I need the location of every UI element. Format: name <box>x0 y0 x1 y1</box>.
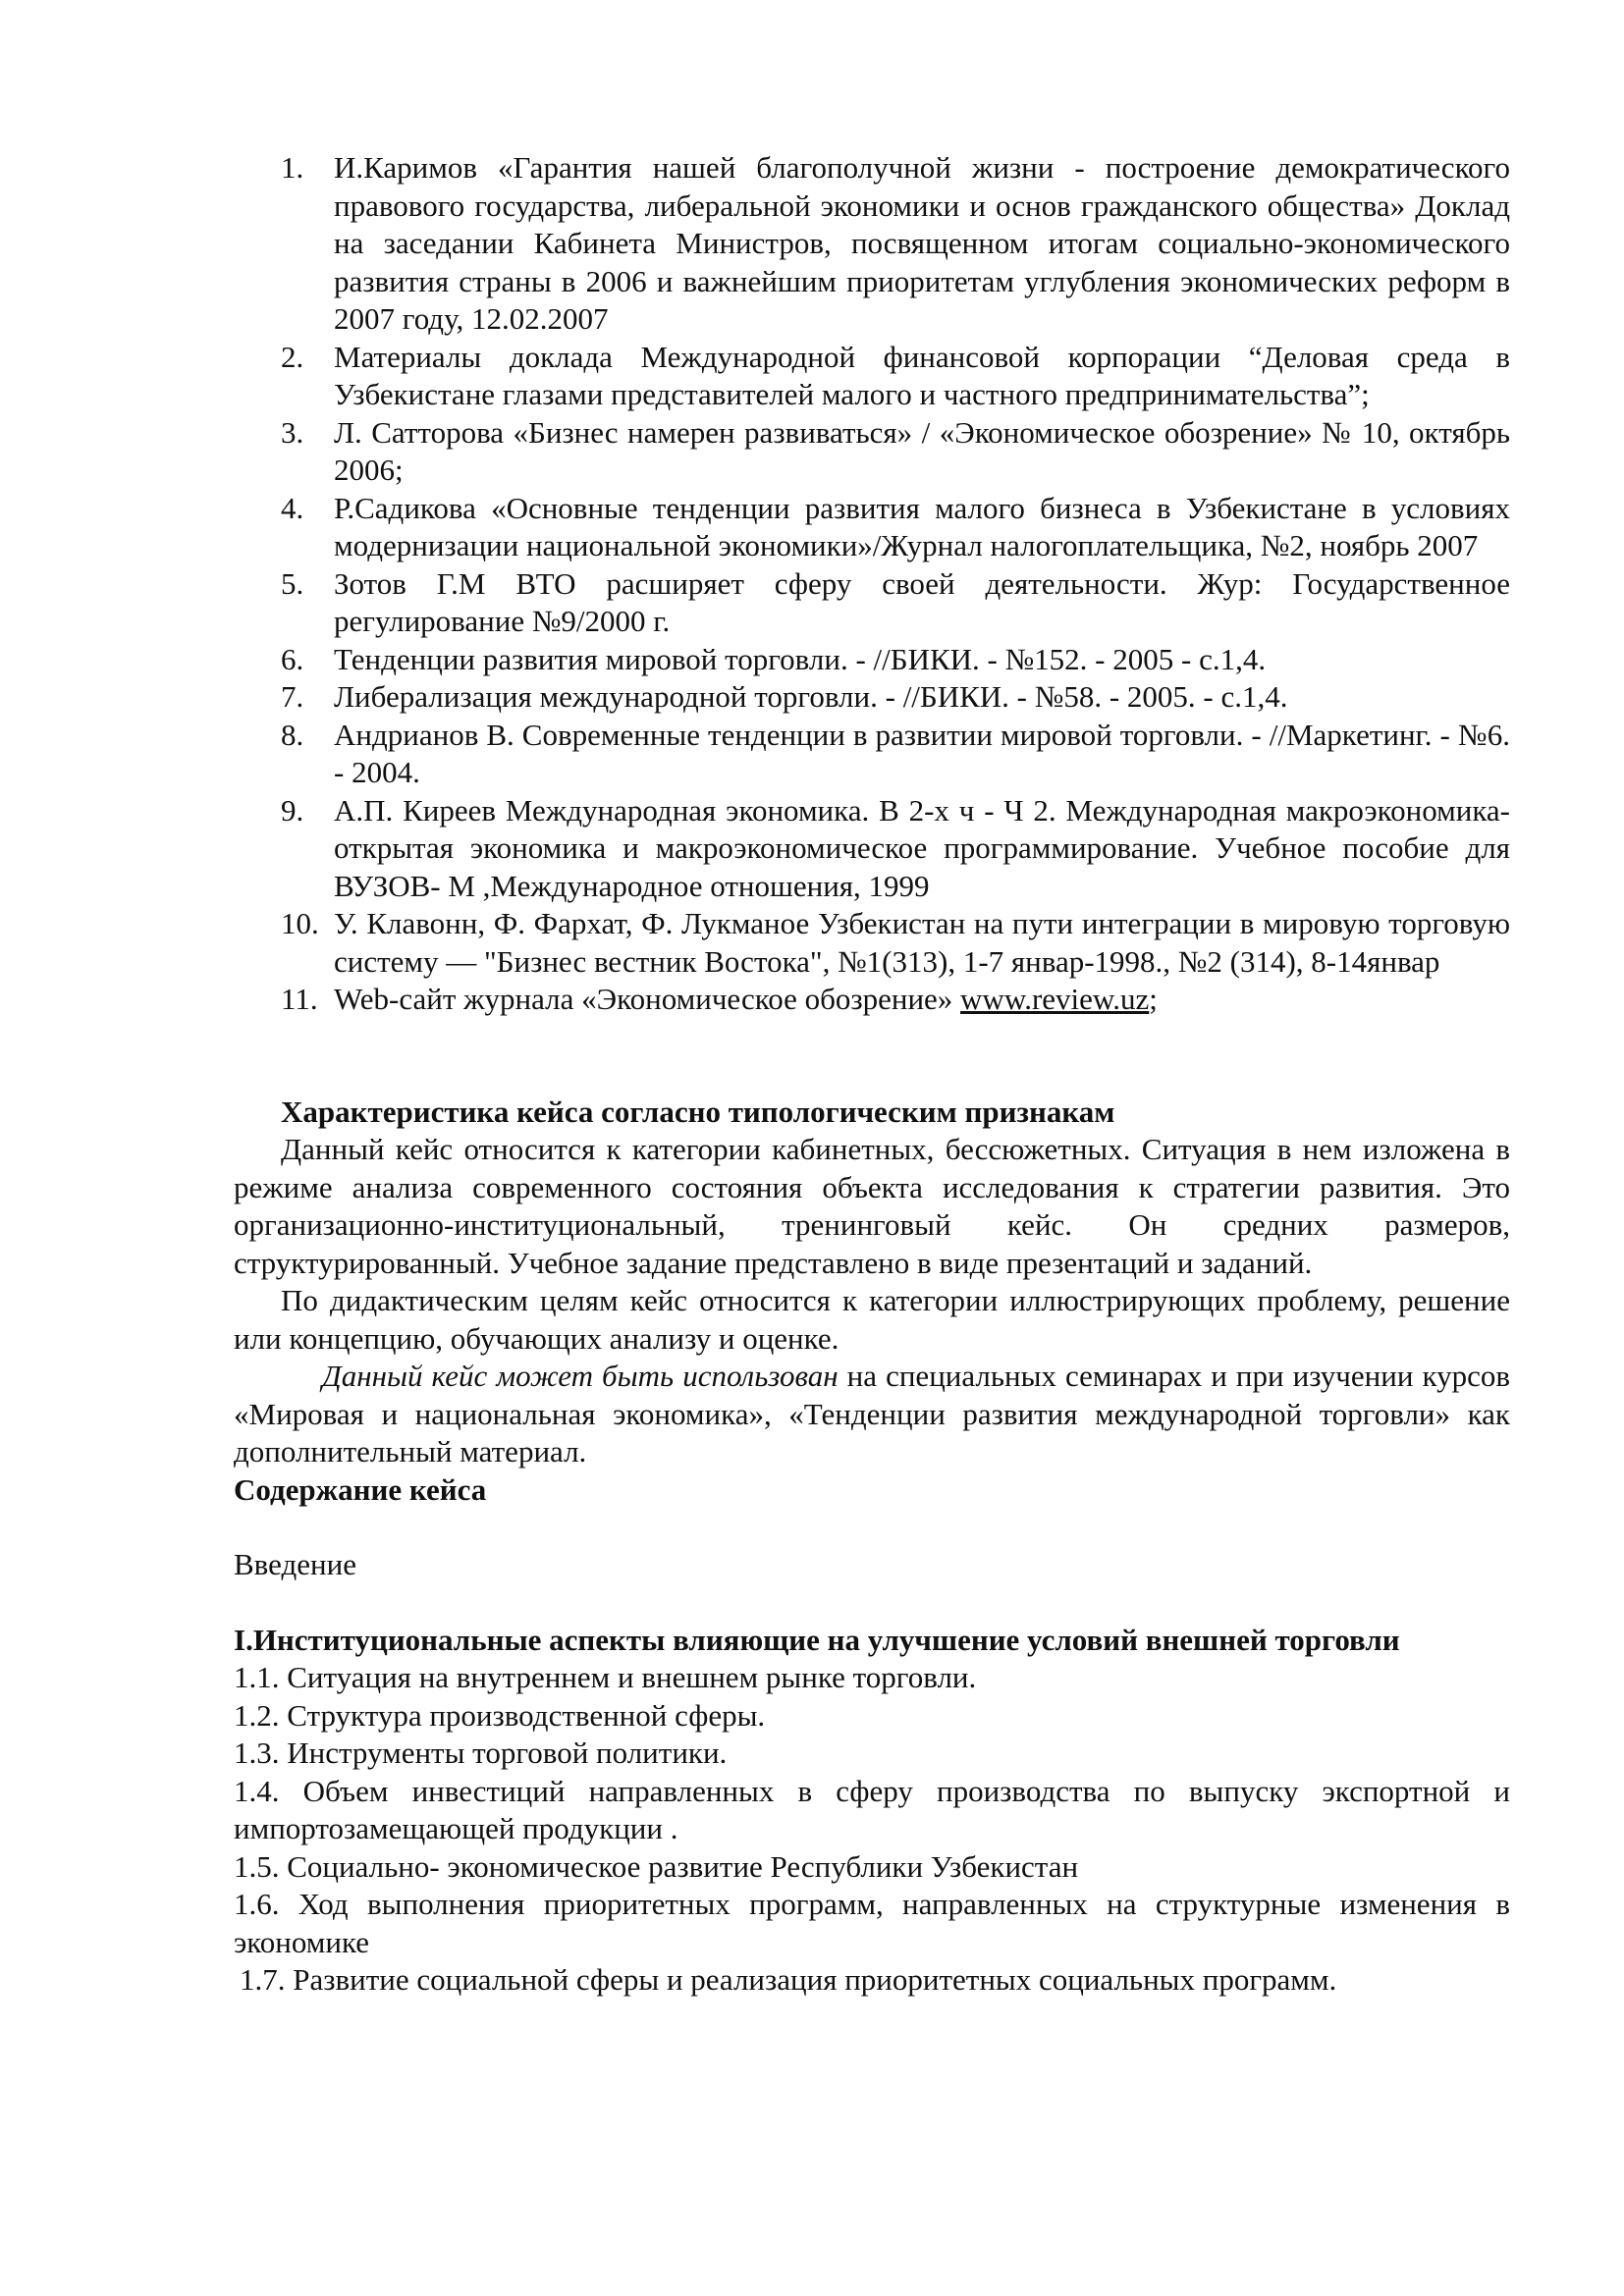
reference-number: 2. <box>281 339 304 374</box>
reference-text: Андрианов В. Современные тенденции в развитии мировой торговли. - //Маркетинг. - №6. - 2004. <box>334 717 1510 789</box>
reference-item <box>234 792 1510 906</box>
characteristic-paragraph-2: По дидактическим целям кейс относится к категории иллюстрирующих проблему, решение или концепцию, обучающих анализу и оценке. <box>234 1283 1510 1356</box>
characteristic-paragraph-1: Данный кейс относится к категории кабинетных, бессюжетных. Ситуация в нем изложена в режиме анализа современного состояния объекта исследования к стратегии развития. Это организационно-институциональный, тренинговый кейс. Он средних размеров, структурированный. Учебное задание представлено в виде презентаций и заданий. <box>234 1132 1510 1280</box>
spacer <box>234 1584 1510 1622</box>
contents-section-1-title: I.Институциональные аспекты влияющие на улучшение условий внешней торговли <box>234 1622 1400 1657</box>
contents-item: 1.4. Объем инвестиций направленных в сферу производства по выпуску экспортной и импортозамещающей продукции . <box>234 1773 1510 1845</box>
reference-number: 4. <box>281 490 304 525</box>
reference-item <box>234 905 1510 981</box>
contents-intro: Введение <box>234 1547 356 1581</box>
reference-text: Web-сайт журнала «Экономическое обозрение» <box>334 982 961 1016</box>
reference-item <box>234 149 1510 339</box>
reference-item <box>234 981 1510 1019</box>
usage-italic-phrase: Данный кейс может быть использован <box>322 1359 839 1393</box>
reference-number: 9. <box>281 792 304 828</box>
reference-text: У. Клавонн, Ф. Фархат, Ф. Лукманое Узбекистан на пути интеграции в мировую торговую систему — "Бизнес вестник Востока", №1(313), 1-7 январ-1998., №2 (314), 8-14январ <box>334 906 1510 979</box>
reference-number: 3. <box>281 414 304 450</box>
contents-item: 1.3. Инструменты торговой политики. <box>234 1735 728 1770</box>
reference-text: Зотов Г.М ВТО расширяет сферу своей деятельности. Жур: Государственное регулирование №9/2000 г. <box>334 565 1510 638</box>
contents-item: 1.1. Ситуация на внутреннем и внешнем рынке торговли. <box>234 1660 977 1694</box>
characteristic-heading: Характеристика кейса согласно типологическим признакам <box>281 1094 1115 1129</box>
reference-number: 10. <box>281 906 319 940</box>
usage-rest-text: на специальных семинарах и при изучении курсов «Мировая и национальная экономика», «Тенденции развития международной торговли» как дополнительный материал. <box>234 1359 1511 1468</box>
reference-text: Тенденции развития мировой торговли. - //БИКИ. - №152. - 2005 - с.1,4. <box>334 641 1267 676</box>
reference-text: Либерализация международной торговли. - //БИКИ. - №58. - 2005. - с.1,4. <box>334 679 1288 714</box>
contents-item: 1.5. Социально- экономическое развитие Республики Узбекистан <box>234 1848 1079 1884</box>
reference-item <box>234 414 1510 490</box>
reference-text: И.Каримов «Гарантия нашей благополучной жизни - построение демократического правового государства, либеральной экономики и основ гражданского общества» Доклад на заседании Кабинета Министров, посвященном итогам социально-экономического развития страны в 2006 и важнейшим приоритетам углубления экономических реформ в 2007 году, 12.02.2007 <box>334 150 1510 336</box>
reference-number: 5. <box>281 565 304 601</box>
reference-item <box>234 641 1510 679</box>
contents-item: 1.6. Ход выполнения приоритетных программ, направленных на структурные изменения в экономике <box>234 1887 1510 1959</box>
reference-number: 7. <box>281 679 304 714</box>
reference-text: Л. Сатторова «Бизнес намерен развиваться» / «Экономическое обозрение» № 10, октябрь 2006; <box>334 414 1510 487</box>
reference-number: 6. <box>281 641 304 676</box>
spacer <box>234 1509 1510 1546</box>
reference-number: 11. <box>281 982 318 1016</box>
reference-list <box>234 149 1510 1019</box>
reference-number: 8. <box>281 717 304 752</box>
contents-item: 1.2. Структура производственной сферы. <box>234 1697 766 1733</box>
contents-heading: Содержание кейса <box>234 1471 487 1507</box>
reference-item <box>234 717 1510 792</box>
reference-item <box>234 678 1510 717</box>
reference-tail: ; <box>1149 982 1158 1016</box>
characteristic-paragraph-3 <box>234 1358 1510 1471</box>
reference-text: Р.Садикова «Основные тенденции развития малого бизнеса в Узбекистане в условиях модернизации национальной экономики»/Журнал налогоплательщика, №2, ноябрь 2007 <box>334 490 1510 562</box>
spacer <box>234 1019 1510 1094</box>
reference-item <box>234 490 1510 565</box>
reference-item <box>234 339 1510 414</box>
review-uz-link[interactable]: www.review.uz <box>960 982 1150 1016</box>
document-page <box>234 149 1510 2000</box>
reference-item <box>234 565 1510 641</box>
reference-text: А.П. Киреев Международная экономика. В 2-х ч - Ч 2. Международная макроэкономика- открытая экономика и макроэкономическое программирование. Учебное пособие для ВУЗОВ- М ,Международное отношения, 1999 <box>334 792 1510 903</box>
reference-text: Материалы доклада Международной финансовой корпорации “Деловая среда в Узбекистане глазами представителей малого и частного предпринимательства”; <box>334 339 1510 411</box>
contents-item: 1.7. Развитие социальной сферы и реализация приоритетных социальных программ. <box>240 1962 1337 1997</box>
reference-number: 1. <box>281 150 304 185</box>
